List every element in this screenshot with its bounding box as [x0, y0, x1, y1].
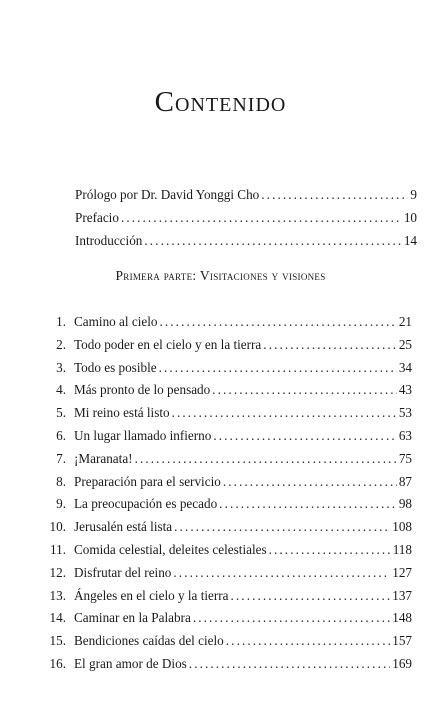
dot-leader: [135, 448, 397, 471]
toc-entry-prefacio: [75, 206, 417, 229]
toc-entry-prologo: [75, 183, 417, 206]
toc-page-number: 14: [403, 233, 417, 248]
toc-page-number: 157: [392, 633, 412, 649]
chapter-number: 6.: [56, 427, 66, 443]
toc-page-number: 148: [392, 610, 412, 626]
chapter-number: 14.: [49, 610, 66, 626]
dot-leader: [269, 539, 391, 562]
toc-page-number: 127: [392, 564, 412, 580]
toc-chapter-entry: [40, 471, 412, 494]
front-matter-list: [75, 183, 417, 252]
toc-chapter-entry: [40, 334, 412, 357]
toc-entry-label: Bendiciones caídas del cielo: [74, 633, 224, 649]
toc-entry-label: Disfrutar del reino: [74, 564, 172, 580]
page-title: Contenido: [154, 86, 287, 118]
chapter-number: 4.: [56, 382, 66, 398]
dot-leader: [160, 311, 397, 334]
toc-page-number: 108: [392, 519, 412, 535]
chapter-number: 9.: [56, 496, 66, 512]
chapter-number: 16.: [49, 655, 66, 671]
toc-page-number: 87: [398, 473, 412, 489]
toc-page-number: 75: [398, 450, 412, 466]
toc-entry-label: Introducción: [75, 233, 143, 248]
dot-leader: [172, 402, 397, 425]
toc-chapter-entry: [40, 653, 412, 676]
toc-chapter-entry: [40, 357, 412, 380]
chapter-number: 1.: [56, 314, 66, 329]
toc-entry-label: Más pronto de lo pensado: [74, 382, 211, 398]
toc-entry-label: Prólogo por Dr. David Yonggi Cho: [75, 187, 260, 202]
chapter-number: 3.: [56, 359, 66, 375]
dot-leader: [173, 562, 390, 585]
toc-chapter-entry: [40, 607, 412, 630]
toc-page-number: 10: [403, 210, 417, 225]
dot-leader: [226, 630, 390, 653]
toc-chapter-entry: [40, 493, 412, 516]
dot-leader: [219, 493, 397, 516]
toc-chapter-entry: [40, 539, 412, 562]
toc-entry-label: Preparación para el servicio: [74, 473, 221, 489]
toc-page-number: 118: [392, 541, 412, 557]
toc-entry-label: Camino al cielo: [74, 314, 158, 329]
chapter-number: 10.: [49, 519, 66, 535]
chapter-number: 7.: [56, 450, 66, 466]
dot-leader: [144, 229, 401, 252]
dot-leader: [261, 183, 408, 206]
toc-page-number: 34: [398, 359, 412, 375]
dot-leader: [213, 425, 396, 448]
toc-chapter-entry: [40, 311, 412, 334]
toc-chapter-entry: [40, 516, 412, 539]
toc-chapter-entry: [40, 562, 412, 585]
toc-entry-label: El gran amor de Dios: [74, 655, 187, 671]
chapter-number: 12.: [49, 564, 66, 580]
toc-page-number: 137: [392, 587, 412, 603]
toc-page-number: 43: [398, 382, 412, 398]
toc-entry-label: Un lugar llamado infierno: [74, 427, 212, 443]
toc-page-number: 98: [398, 496, 412, 512]
toc-entry-label: Caminar en la Palabra: [74, 610, 191, 626]
toc-entry-label: Ángeles en el cielo y la tierra: [74, 587, 229, 603]
toc-chapter-entry: [40, 630, 412, 653]
dot-leader: [231, 585, 391, 608]
toc-chapter-entry: [40, 379, 412, 402]
chapter-number: 13.: [49, 587, 66, 603]
toc-chapter-entry: [40, 585, 412, 608]
chapter-number: 5.: [56, 405, 66, 421]
dot-leader: [121, 206, 402, 229]
toc-page-number: 25: [398, 336, 412, 352]
toc-entry-label: La preocupación es pecado: [74, 496, 218, 512]
dot-leader: [212, 379, 397, 402]
dot-leader: [193, 607, 390, 630]
toc-entry-label: Comida celestial, deleites celestiales: [74, 541, 267, 557]
chapter-number: 11.: [50, 541, 66, 557]
toc-chapter-entry: [40, 402, 412, 425]
toc-entry-label: Jerusalén está lista: [74, 519, 173, 535]
dot-leader: [189, 653, 390, 676]
dot-leader: [263, 334, 397, 357]
part-heading: Primera parte: Visitaciones y visiones: [115, 268, 326, 283]
chapter-number: 8.: [56, 473, 66, 489]
chapter-number: 2.: [56, 336, 66, 352]
toc-page-number: 63: [398, 427, 412, 443]
dot-leader: [159, 357, 397, 380]
chapter-list: [40, 311, 412, 676]
toc-entry-label: ¡Maranata!: [74, 450, 133, 466]
chapter-number: 15.: [49, 633, 66, 649]
toc-entry-label: Mi reino está listo: [74, 405, 170, 421]
toc-page-number: 53: [398, 405, 412, 421]
toc-page-number: 21: [398, 314, 412, 329]
toc-entry-label: Prefacio: [75, 210, 119, 225]
dot-leader: [174, 516, 390, 539]
toc-chapter-entry: [40, 425, 412, 448]
dot-leader: [223, 471, 397, 494]
toc-page-number: 169: [392, 655, 412, 671]
toc-entry-label: Todo es posible: [74, 359, 157, 375]
toc-entry-label: Todo poder en el cielo y en la tierra: [74, 336, 262, 352]
toc-chapter-entry: [40, 448, 412, 471]
toc-page-number: 9: [410, 187, 417, 202]
toc-entry-introduccion: [75, 229, 417, 252]
